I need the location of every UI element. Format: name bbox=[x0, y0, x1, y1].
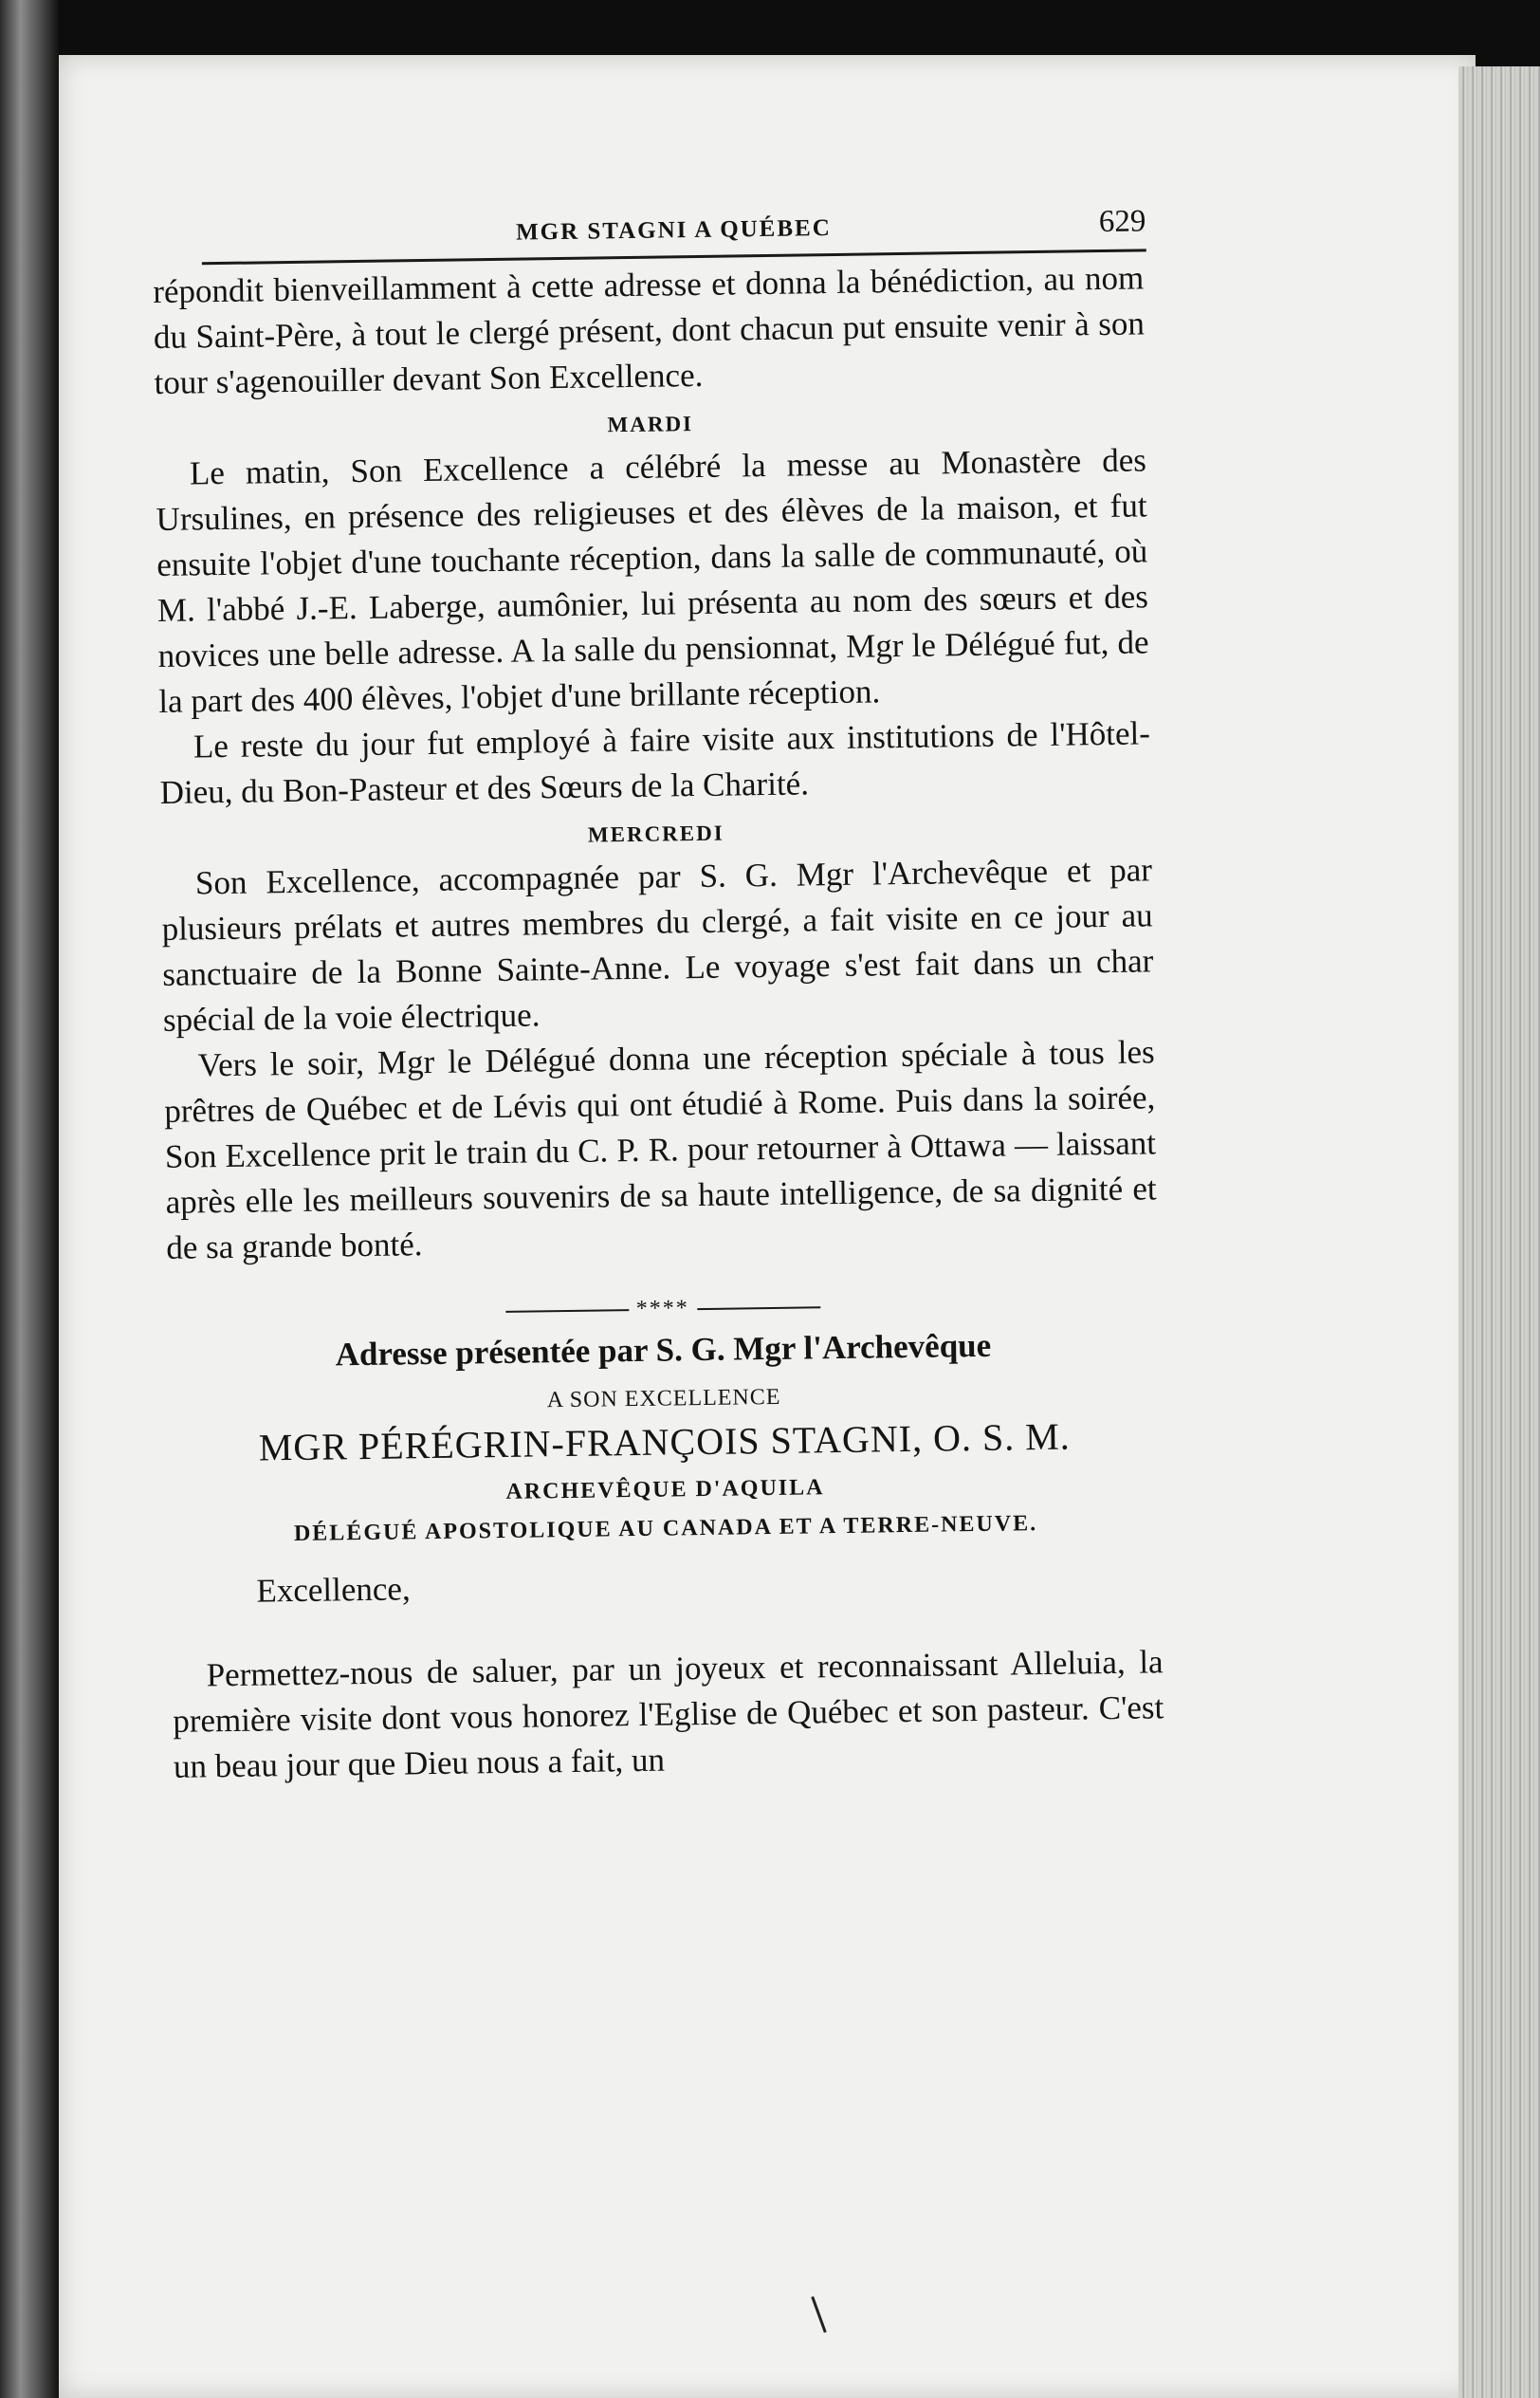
paragraph-mercredi-evening: Vers le soir, Mgr le Délégué donna une réception spéciale à tous les prêtres de Québec et de Lévis qui ont étudié à Rome. Puis dans la soirée, Son Excellence prit le train du C. P. R. pour retourner à Ottawa — laissant après elle les meilleurs souvenirs de sa haute intelligence, de sa dignité et de sa grande bonté. bbox=[164, 1033, 1157, 1266]
address-archbishop-title: ARCHEVÊQUE D'AQUILA bbox=[505, 1475, 825, 1504]
address-title: Adresse présentée par S. G. Mgr l'Archevêque bbox=[335, 1326, 992, 1374]
page-number: 629 bbox=[1098, 204, 1146, 240]
address-recipient-name: MGR PÉRÉGRIN-FRANÇOIS STAGNI, O. S. M. bbox=[258, 1414, 1072, 1469]
paragraph-mardi-rest: Le reste du jour fut employé à faire visite aux institutions de l'Hôtel-Dieu, du Bon-Pasteur et des Sœurs de la Charité. bbox=[159, 714, 1151, 811]
address-delegate-title: DÉLÉGUÉ APOSTOLIQUE AU CANADA ET A TERRE-NEUVE. bbox=[293, 1511, 1038, 1547]
section-separator bbox=[167, 1289, 1158, 1329]
section-heading-mercredi: MERCREDI bbox=[587, 821, 724, 847]
address-recipient-line: A SON EXCELLENCE bbox=[546, 1384, 781, 1413]
section-heading-mardi: MARDI bbox=[607, 412, 694, 437]
separator-rule-right bbox=[697, 1307, 820, 1311]
page-stack-edge bbox=[1458, 66, 1540, 2398]
page-text-block bbox=[152, 190, 1164, 1789]
book-left-edge bbox=[0, 0, 59, 2398]
address-salutation: Excellence, bbox=[256, 1570, 411, 1610]
paragraph-mardi-morning: Le matin, Son Excellence a célébré la messe au Monastère des Ursulines, en présence des religieuses et des élèves de la maison, et fut ensuite l'objet d'une touchante réception, dans la salle de communauté, où M. l'abbé J.-E. Laberge, aumônier, lui présenta au nom des sœurs et des novices une belle adresse. A la salle du pensionnat, Mgr le Délégué fut, de la part des 400 élèves, l'objet d'une brillante réception. bbox=[156, 441, 1149, 720]
paragraph-mercredi-visit: Son Excellence, accompagnée par S. G. Mgr l'Archevêque et par plusieurs prélats et autres membres du clergé, a fait visite en ce jour au sanctuaire de la Bonne Sainte-Anne. Le voyage s'est fait dans un char spécial de la voie électrique. bbox=[161, 851, 1154, 1039]
separator-rule-left bbox=[505, 1310, 629, 1314]
address-paragraph: Permettez-nous de saluer, par un joyeux et reconnaissant Alleluia, la première visite dont vous honorez l'Eglise de Québec et son pasteur. C'est un beau jour que Dieu nous a fait, un bbox=[173, 1643, 1164, 1785]
running-head bbox=[201, 190, 1146, 265]
paragraph-continuation: répondit bienveillamment à cette adresse et donna la bénédiction, au nom du Saint-Père, à tout le clergé présent, dont chacun put ensuite venir à son tour s'agenouiller devant Son Excellence. bbox=[153, 259, 1146, 401]
separator-stars: **** bbox=[635, 1296, 689, 1321]
running-title: MGR STAGNI A QUÉBEC bbox=[515, 214, 832, 246]
